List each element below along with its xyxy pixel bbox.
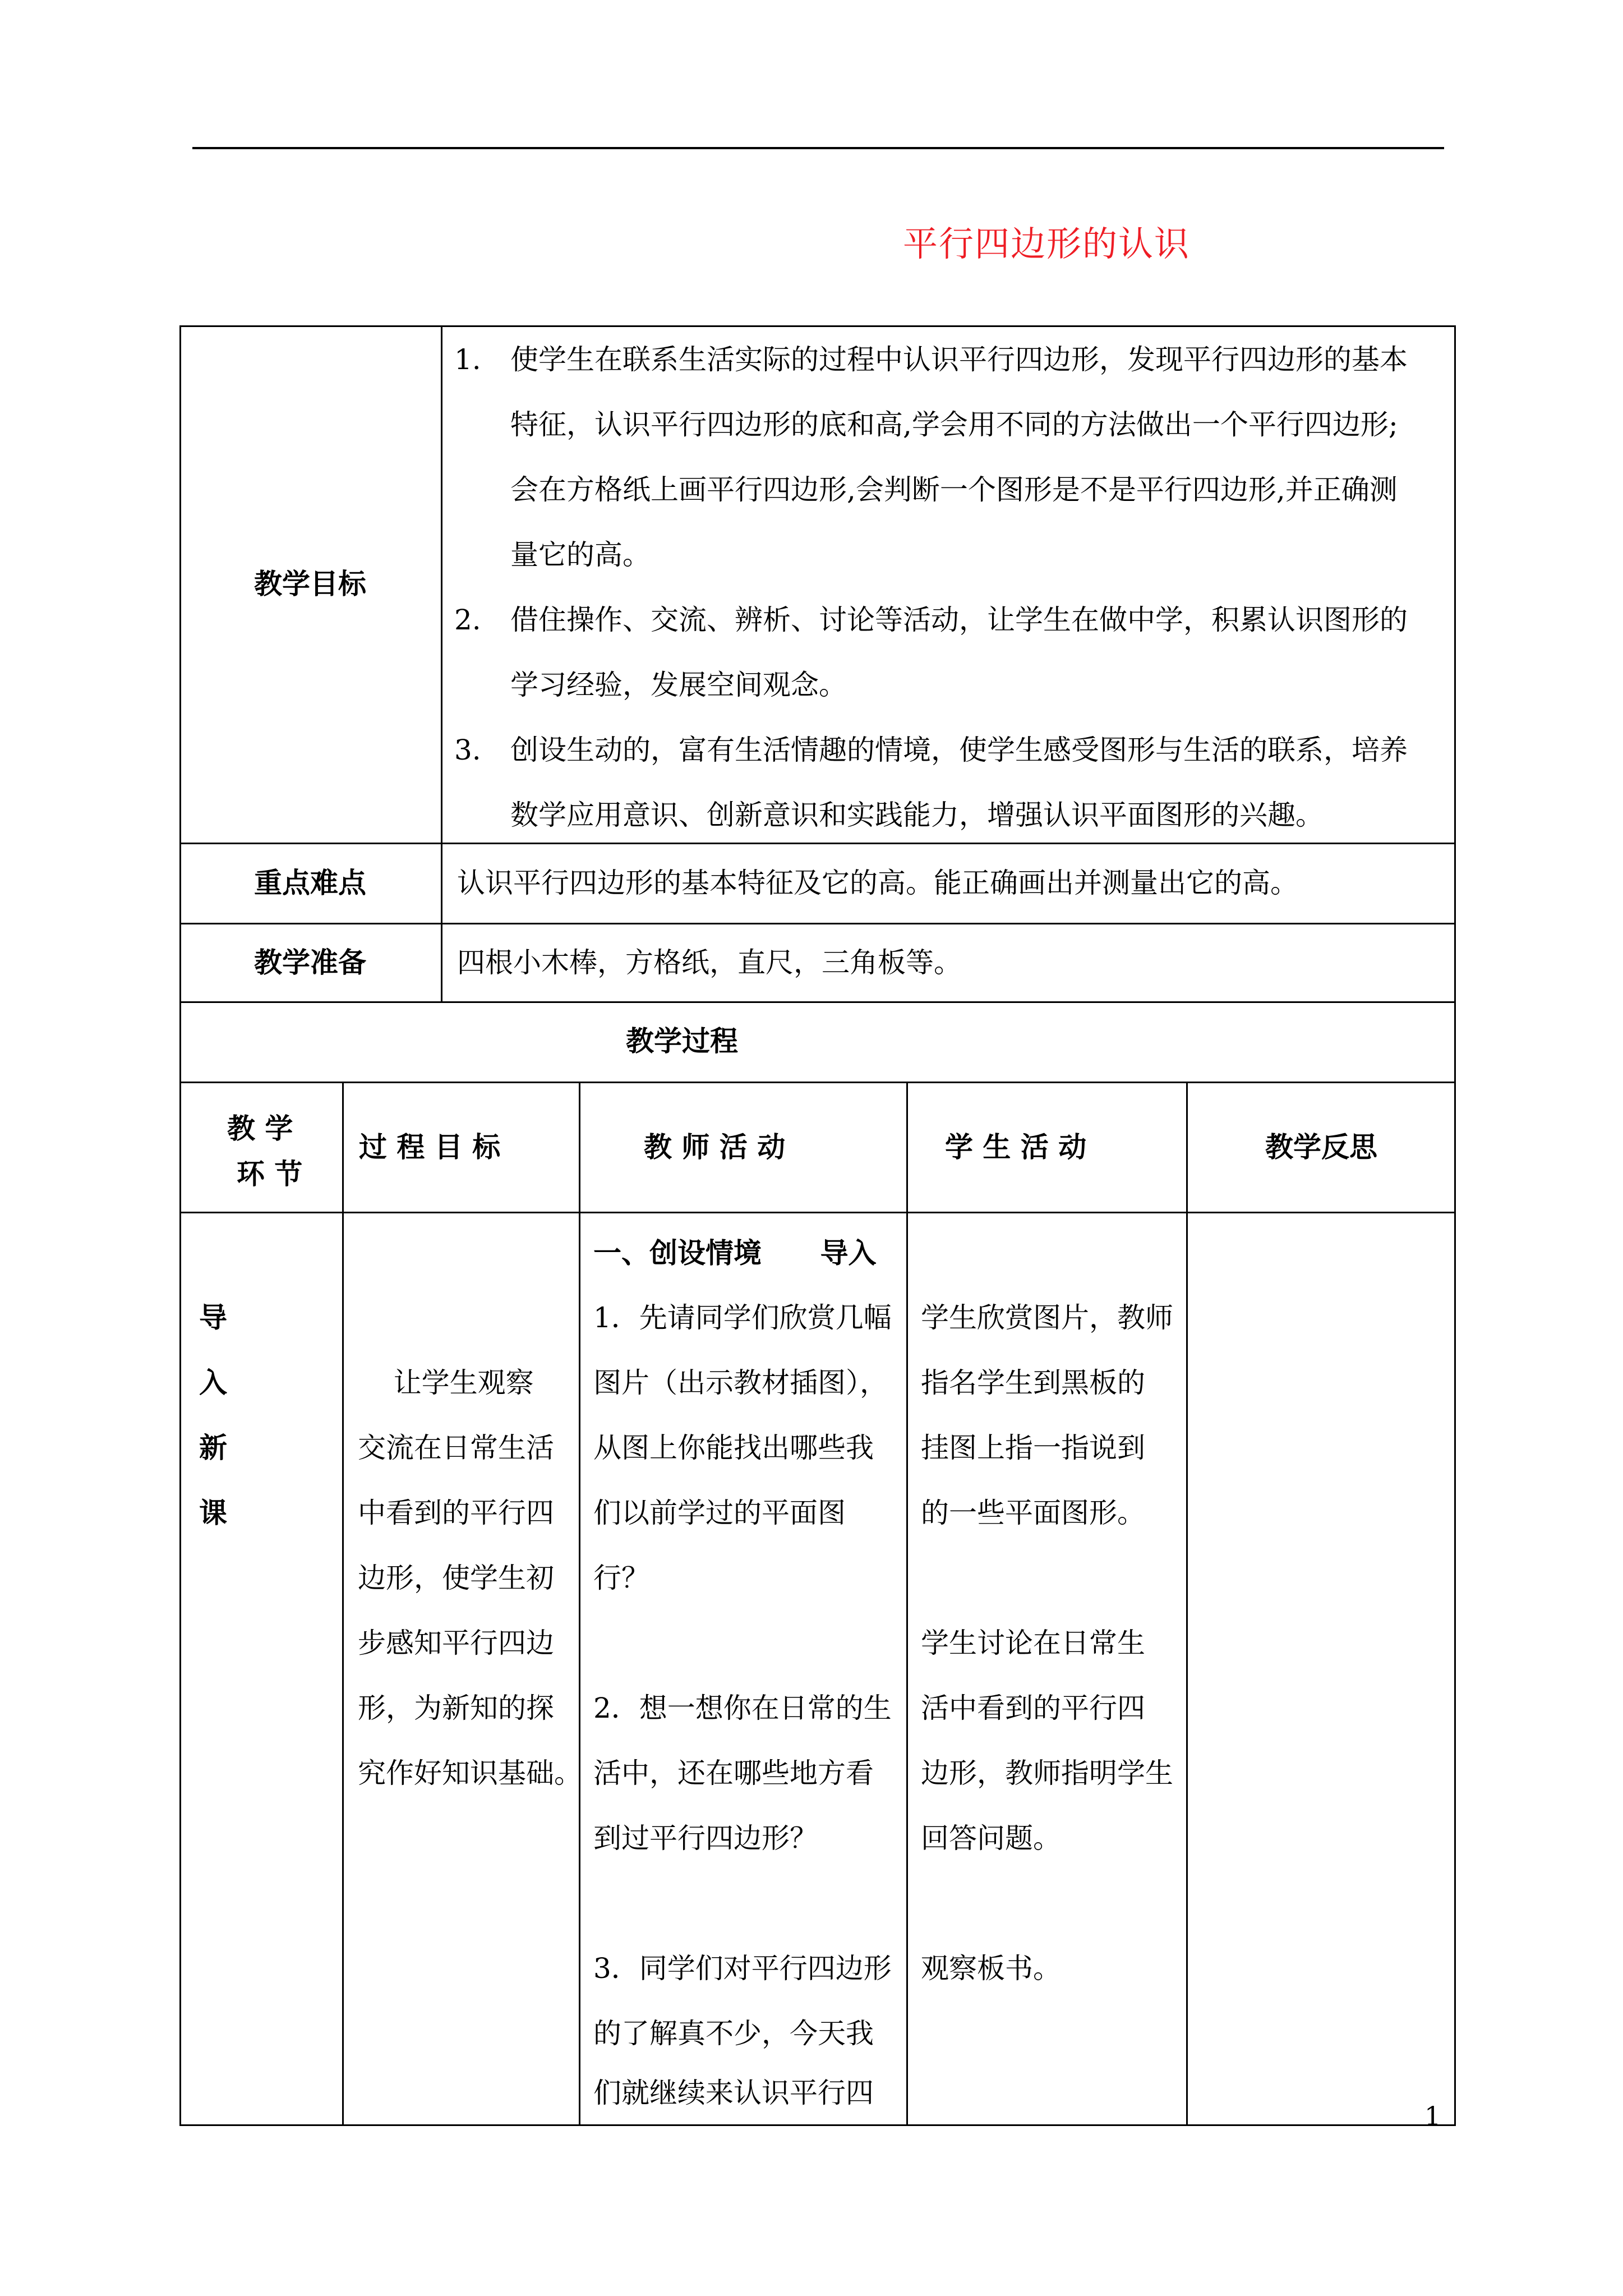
- teacher-line: 2．想一想你在日常的生: [593, 1692, 892, 1724]
- teacher-line: 到过平行四边形？: [593, 1822, 818, 1855]
- objective-line: 特征，认识平行四边形的底和高,学会用不同的方法做出一个平行四边形;: [510, 408, 1398, 441]
- student-header: 学 生 活 动: [945, 1131, 1087, 1163]
- table-rule: [441, 325, 442, 1003]
- stage-char: 入: [199, 1366, 227, 1399]
- objective-line: 学习经验，发展空间观念。: [510, 669, 847, 701]
- objectives-label: 教学目标: [254, 568, 366, 600]
- stage-header: 环 节: [237, 1158, 303, 1190]
- objective-line: 使学生在联系生活实际的过程中认识平行四边形，发现平行四边形的基本: [510, 343, 1408, 376]
- teacher-line: 活中，还在哪些地方看: [593, 1757, 874, 1789]
- stage-char: 课: [199, 1497, 227, 1529]
- table-rule: [579, 1082, 580, 2126]
- goal-line: 边形，使学生初: [358, 1562, 554, 1594]
- teacher-line: 们就继续来认识平行四: [593, 2077, 874, 2109]
- student-line: 学生欣赏图片，教师: [921, 1301, 1173, 1334]
- table-rule: [179, 325, 181, 2126]
- student-line: 的一些平面图形。: [921, 1497, 1145, 1529]
- stage-char: 新: [199, 1432, 227, 1464]
- goal-line: 步感知平行四边: [358, 1627, 554, 1659]
- objective-line: 借住操作、交流、辨析、讨论等活动，让学生在做中学，积累认识图形的: [510, 604, 1408, 636]
- student-line: 活中看到的平行四: [921, 1692, 1145, 1724]
- lesson-plan-table: [179, 325, 1456, 2126]
- objective-number: 1.: [454, 343, 481, 376]
- table-rule: [179, 1082, 1456, 1083]
- objective-number: 3.: [454, 734, 481, 766]
- stage-header: 教 学: [227, 1112, 293, 1145]
- objective-line: 会在方格纸上画平行四边形,会判断一个图形是不是平行四边形,并正确测: [510, 473, 1398, 506]
- page-number: 1: [1424, 2101, 1441, 2131]
- teacher-line: 们以前学过的平面图: [593, 1497, 846, 1529]
- goal-line: 让学生观察: [358, 1366, 534, 1399]
- teacher-line: 3．同学们对平行四边形: [593, 1952, 892, 1985]
- table-rule: [179, 1212, 1456, 1213]
- goal-line: 形，为新知的探: [358, 1692, 554, 1724]
- teacher-line: 的了解真不少，今天我: [593, 2017, 874, 2050]
- goal-line: 交流在日常生活: [358, 1432, 554, 1464]
- stage-char: 导: [199, 1301, 227, 1334]
- page-title: 平行四边形的认识: [903, 223, 1191, 264]
- key-points-text: 认识平行四边形的基本特征及它的高。能正确画出并测量出它的高。: [457, 867, 1298, 899]
- objective-number: 2.: [454, 604, 481, 636]
- student-line: 指名学生到黑板的: [921, 1366, 1145, 1399]
- student-line: 边形，教师指明学生: [921, 1757, 1173, 1789]
- teacher-header: 教 师 活 动: [644, 1131, 786, 1163]
- teacher-heading: 一、创设情境 导入: [593, 1237, 877, 1269]
- key-points-label: 重点难点: [254, 867, 366, 899]
- student-line: 回答问题。: [921, 1822, 1061, 1855]
- table-rule: [342, 1082, 344, 2126]
- preparation-text: 四根小木棒，方格纸，直尺，三角板等。: [457, 946, 962, 979]
- table-rule: [1186, 1082, 1188, 2126]
- table-rule: [179, 923, 1456, 924]
- header-rule: [192, 147, 1444, 149]
- goal-line: 究作好知识基础。: [358, 1757, 582, 1789]
- goal-line: 中看到的平行四: [358, 1497, 554, 1529]
- table-rule: [1454, 325, 1456, 2126]
- preparation-label: 教学准备: [254, 946, 366, 979]
- teacher-line: 行？: [593, 1562, 649, 1594]
- objective-line: 数学应用意识、创新意识和实践能力，增强认识平面图形的兴趣。: [510, 799, 1324, 831]
- student-line: 观察板书。: [921, 1952, 1061, 1985]
- objective-line: 量它的高。: [510, 539, 651, 571]
- objective-line: 创设生动的，富有生活情趣的情境，使学生感受图形与生活的联系，培养: [510, 734, 1408, 766]
- student-line: 挂图上指一指说到: [921, 1432, 1145, 1464]
- teacher-line: 从图上你能找出哪些我: [593, 1432, 874, 1464]
- teacher-line: 图片（出示教材插图），: [593, 1366, 888, 1399]
- student-line: 学生讨论在日常生: [921, 1627, 1145, 1659]
- process-label: 教学过程: [626, 1025, 738, 1057]
- table-rule: [179, 1001, 1456, 1003]
- goal-header: 过 程 目 标: [359, 1131, 501, 1163]
- table-rule: [906, 1082, 908, 2126]
- teacher-line: 1．先请同学们欣赏几幅: [593, 1301, 892, 1334]
- reflection-header: 教学反思: [1265, 1131, 1377, 1163]
